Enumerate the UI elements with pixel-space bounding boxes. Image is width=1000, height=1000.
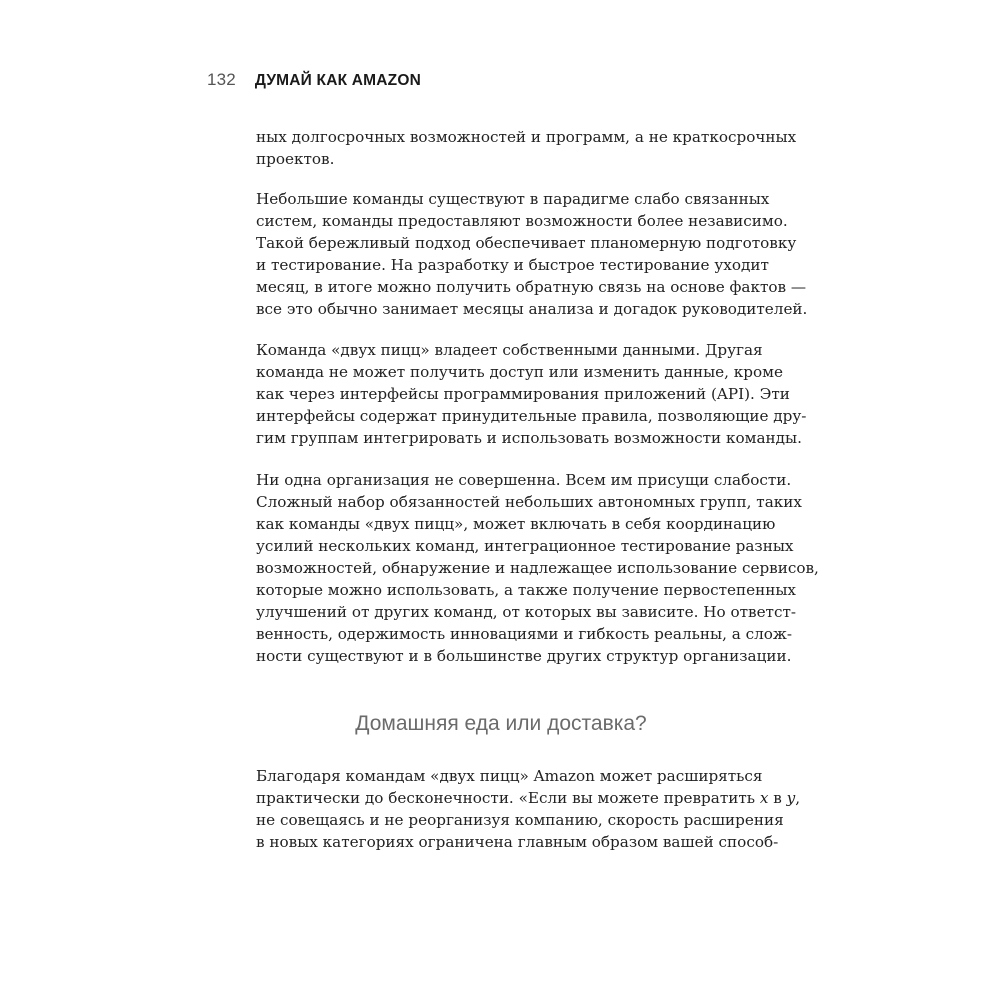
text-line: гим группам интегрировать и использовать возможности команды. [256,429,802,447]
text-line: возможностей, обнаружение и надлежащее использование сервисов, [256,559,819,577]
paragraph-3 [256,339,807,449]
text-line: Такой бережливый подход обеспечивает планомерную подготовку [256,234,797,252]
text-line: Небольшие команды существуют в парадигме слабо связанных [256,190,770,208]
text-fragment: практически до бесконечности. «Если вы можете превратить [256,789,760,807]
book-title: ДУМАЙ КАК AMAZON [254,72,421,89]
text-line: Ни одна организация не совершенна. Всем им присущи слабости. [256,471,792,489]
paragraph-1 [256,126,797,170]
text-line: и тестирование. На разработку и быстрое тестирование уходит [256,256,769,274]
text-line: как команды «двух пицц», может включать в себя координацию [256,515,776,533]
section-heading: Домашняя еда или доставка? [355,712,647,735]
section-paragraph [256,765,801,853]
text-line: усилий нескольких команд, интеграционное тестирование разных [256,537,794,555]
text-line: венность, одержимость инновациями и гибкость реальны, а слож- [256,625,793,643]
text-line-with-italics [256,787,801,809]
text-line: ности существуют и в большинстве других структур организации. [256,647,792,665]
text-line: интерфейсы содержат принудительные правила, позволяющие дру- [256,407,807,425]
text-line: Команда «двух пицц» владеет собственными данными. Другая [256,341,763,359]
text-fragment: , [795,789,801,807]
text-line: в новых категориях ограничена главным образом вашей способ- [256,833,779,851]
text-line: месяц, в итоге можно получить обратную связь на основе фактов — [256,278,807,296]
italic-y: y [786,789,796,807]
running-header [207,70,421,90]
paragraph-4 [256,469,819,667]
text-line: которые можно использовать, а также получение первостепенных [256,581,796,599]
text-line: команда не может получить доступ или изменить данные, кроме [256,363,783,381]
text-line: не совещаясь и не реорганизуя компанию, скорость расширения [256,811,784,829]
text-line: систем, команды предоставляют возможности более независимо. [256,212,788,230]
text-line: ных долгосрочных возможностей и программ, а не краткосрочных [256,128,797,146]
text-line: Благодаря командам «двух пицц» Amazon может расширяться [256,767,763,785]
text-line: улучшений от других команд, от которых вы зависите. Но ответст- [256,603,797,621]
text-line: Сложный набор обязанностей небольших автономных групп, таких [256,493,802,511]
paragraph-2 [256,188,808,320]
italic-x: x [759,789,769,807]
text-line: как через интерфейсы программирования приложений (API). Эти [256,385,790,403]
text-line: все это обычно занимает месяцы анализа и догадок руководителей. [256,300,808,318]
text-fragment: в [768,789,787,807]
page-number: 132 [207,70,236,89]
text-line: проектов. [256,150,335,168]
